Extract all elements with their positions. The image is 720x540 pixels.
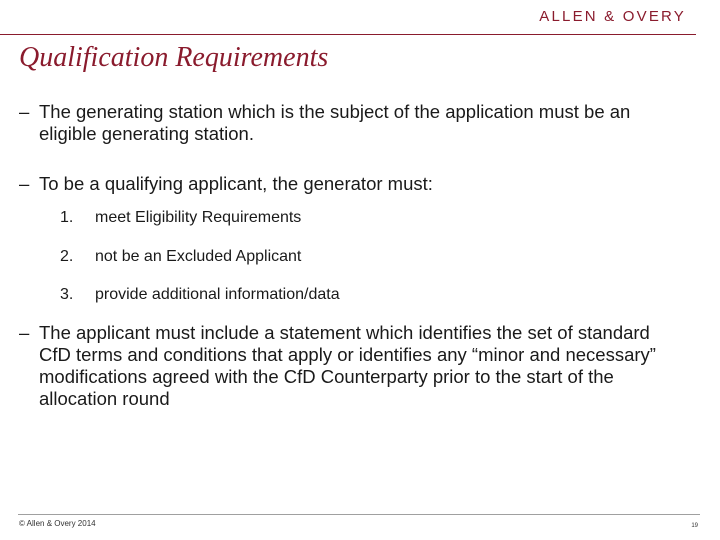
bullet-text: The applicant must include a statement which identifies the set of standard CfD terms and conditions that apply or identifies any “minor and necessary” modifications agreed with the CfD Counterparty prior to the start of the allocation round xyxy=(39,322,656,409)
item-number: 1. xyxy=(60,209,74,226)
bullet-item xyxy=(19,173,679,195)
page-number: 19 xyxy=(691,523,698,529)
item-number: 2. xyxy=(60,248,74,265)
bullet-marker: – xyxy=(19,322,30,343)
bullet-item xyxy=(19,101,679,145)
bullet-text: To be a qualifying applicant, the generator must: xyxy=(39,173,433,194)
footer-divider xyxy=(18,514,700,515)
bullet-marker: – xyxy=(19,173,30,194)
numbered-item xyxy=(60,248,301,266)
bullet-item xyxy=(19,322,679,410)
bullet-text: The generating station which is the subject of the application must be an eligible generating station. xyxy=(39,101,631,144)
item-number: 3. xyxy=(60,286,74,303)
bullet-marker: – xyxy=(19,101,30,122)
numbered-item xyxy=(60,286,340,304)
header-divider xyxy=(0,34,696,35)
copyright-notice: © Allen & Overy 2014 xyxy=(19,519,96,528)
numbered-item xyxy=(60,209,301,227)
item-text: not be an Excluded Applicant xyxy=(95,248,302,265)
item-text: provide additional information/data xyxy=(95,286,340,303)
item-text: meet Eligibility Requirements xyxy=(95,209,302,226)
company-logo: ALLEN & OVERY xyxy=(539,8,686,25)
slide-title: Qualification Requirements xyxy=(19,42,329,73)
